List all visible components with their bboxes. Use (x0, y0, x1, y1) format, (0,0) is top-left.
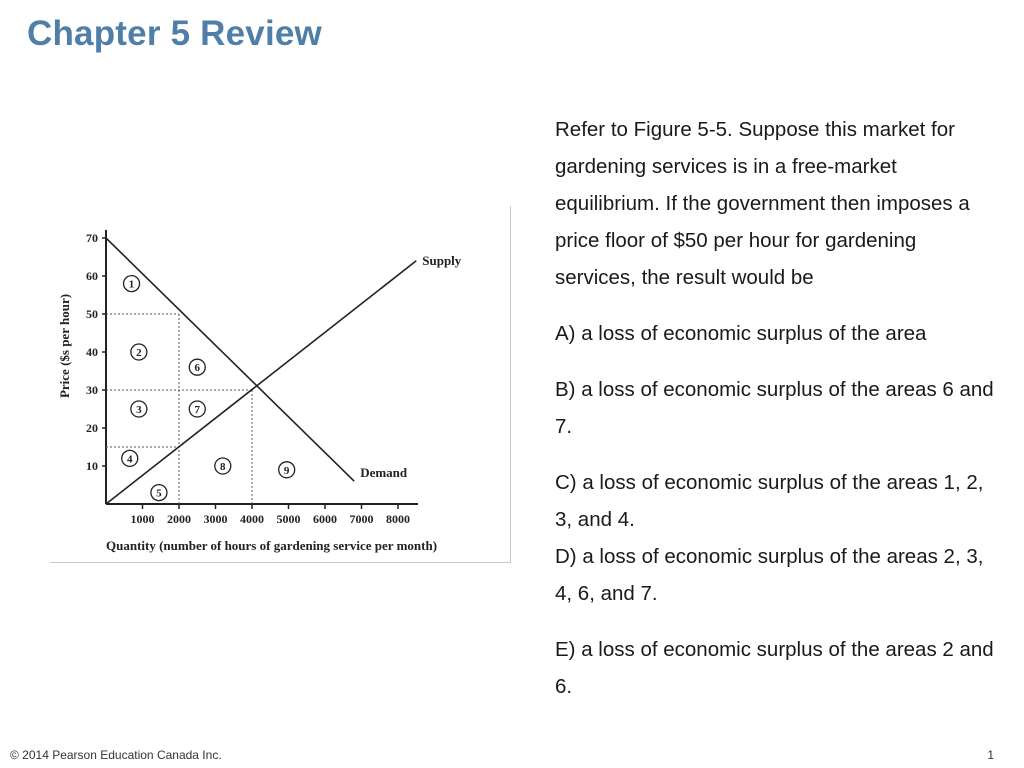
area-number: 9 (283, 464, 290, 477)
y-axis-label: Price ($s per hour) (57, 293, 72, 399)
supply-label: Supply (422, 252, 462, 268)
area-number: 6 (194, 362, 200, 375)
area-number: 5 (156, 487, 162, 500)
y-tick-label: 70 (86, 231, 98, 245)
x-tick-label: 8000 (386, 512, 410, 526)
option-b[interactable]: B) a loss of economic surplus of the areas 6 and 7. (555, 378, 994, 438)
option-e[interactable]: E) a loss of economic surplus of the areas 2 and 6. (555, 638, 994, 698)
area-number: 7 (194, 404, 200, 416)
question-stem: Refer to Figure 5-5. Suppose this market for gardening services is in a free-market equilibrium. If the government then imposes a price floor of $50 per hour for gardening services, the result would be (555, 118, 970, 289)
y-tick-label: 40 (86, 345, 98, 359)
demand-curve (106, 238, 354, 481)
figure-5-5 (50, 206, 511, 563)
y-tick-label: 50 (86, 307, 98, 321)
x-tick-label: 1000 (130, 512, 155, 526)
y-tick-label: 10 (86, 459, 98, 473)
area-number: 2 (136, 347, 142, 359)
x-tick-label: 7000 (349, 512, 374, 526)
question-block (555, 111, 995, 724)
option-d[interactable]: D) a loss of economic surplus of the areas 2, 3, 4, 6, and 7. (555, 545, 984, 605)
option-c[interactable]: C) a loss of economic surplus of the areas 1, 2, 3, and 4. (555, 471, 984, 531)
x-axis-label: Quantity (number of hours of gardening service per month) (106, 538, 438, 553)
option-a[interactable]: A) a loss of economic surplus of the area (555, 322, 927, 345)
demand-label: Demand (360, 465, 408, 481)
y-tick-label: 30 (86, 383, 98, 397)
x-tick-label: 4000 (240, 512, 264, 526)
y-tick-label: 20 (86, 421, 98, 435)
x-tick-label: 5000 (276, 512, 301, 526)
x-tick-label: 6000 (313, 512, 337, 526)
area-number: 4 (126, 453, 133, 466)
page-number: 1 (987, 748, 994, 762)
y-tick-label: 60 (86, 269, 98, 283)
footer-copyright: © 2014 Pearson Education Canada Inc. (10, 748, 222, 762)
area-number: 1 (128, 278, 135, 291)
area-number: 8 (220, 461, 226, 473)
x-tick-label: 2000 (167, 512, 191, 526)
supply-demand-chart (50, 206, 510, 562)
x-tick-label: 3000 (203, 512, 228, 526)
slide-title: Chapter 5 Review (27, 14, 322, 53)
area-number: 3 (136, 404, 142, 416)
